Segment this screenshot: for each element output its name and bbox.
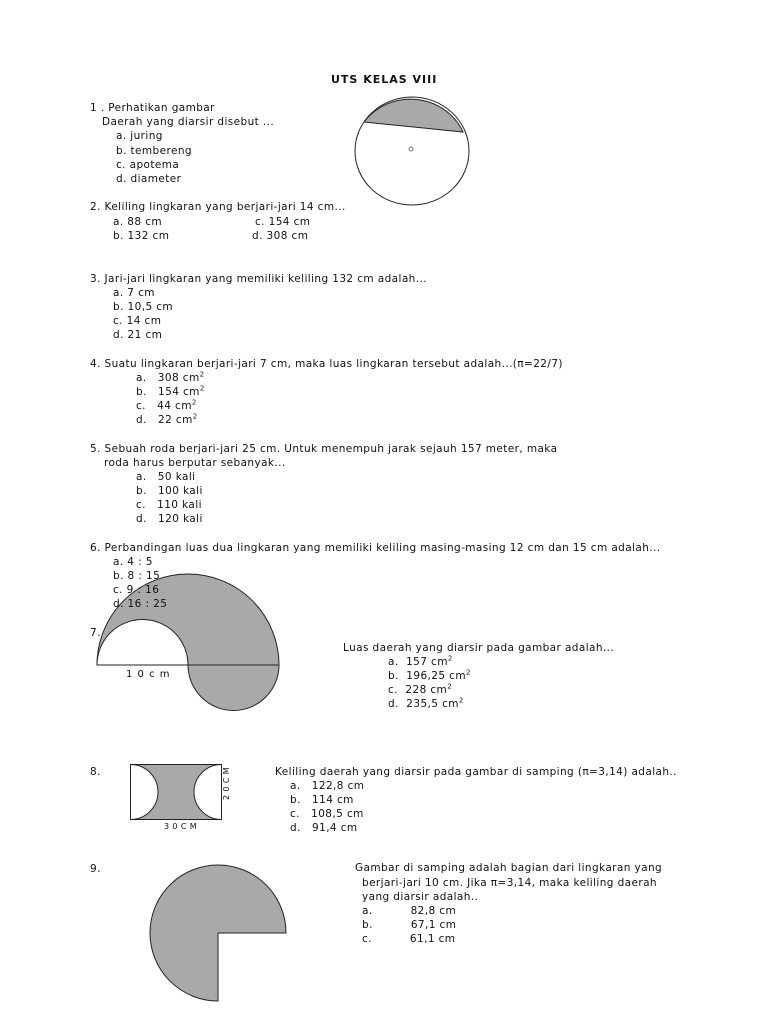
q7-option-d: d. 235,5 $cm^2$	[388, 696, 464, 710]
q9-number: 9.	[90, 863, 101, 875]
q9-option-c: c. 61,1 cm	[362, 933, 456, 945]
q1-stem-line2: Daerah yang diarsir disebut ...	[102, 116, 275, 128]
q6-option-c: c. 9 : 16	[113, 584, 160, 596]
q9-stem-line2: berjari-jari 10 cm. Jika π=3,14, maka keliling daerah	[362, 877, 657, 889]
q1-option-a: a. juring	[116, 130, 163, 142]
q9-option-a: a. 82,8 cm	[362, 905, 457, 917]
q4-option-d: d. 22 $cm^2$	[136, 412, 198, 426]
q9-figure	[148, 863, 288, 1003]
q5-option-a: a. 50 kali	[136, 471, 196, 483]
q8-option-b: b. 114 cm	[290, 794, 354, 806]
q8-option-d: d. 91,4 cm	[290, 822, 358, 834]
q4-stem: 4. Suatu lingkaran berjari-jari 7 cm, maka luas lingkaran tersebut adalah...(π=22/7)	[90, 358, 563, 370]
q7-option-c: c. 228 $cm^2$	[388, 682, 453, 696]
q2-option-d: d. 308 cm	[252, 230, 309, 242]
q3-option-b: b. 10,5 cm	[113, 301, 174, 313]
q3-stem: 3. Jari-jari lingkaran yang memiliki keliling 132 cm adalah...	[90, 273, 427, 285]
q8-option-a: a. 122,8 cm	[290, 780, 365, 792]
q7-option-b: b. 196,25 $cm^2$	[388, 668, 471, 682]
q5-stem-line1: 5. Sebuah roda berjari-jari 25 cm. Untuk menempuh jarak sejauh 157 meter, maka	[90, 443, 558, 455]
q1-option-d: d. diameter	[116, 173, 182, 185]
q5-option-c: c. 110 kali	[136, 499, 202, 511]
q9-stem-line3: yang diarsir adalah..	[362, 891, 479, 903]
q7-stem: Luas daerah yang diarsir pada gambar adalah...	[343, 642, 615, 654]
q9-stem-line1: Gambar di samping adalah bagian dari lingkaran yang	[355, 862, 663, 874]
q2-stem: 2. Keliling lingkaran yang berjari-jari 14 cm...	[90, 201, 346, 213]
q6-stem: 6. Perbandingan luas dua lingkaran yang memiliki keliling masing-masing 12 cm dan 15 cm adalah...	[90, 542, 661, 554]
q7-option-a: a. 157 $cm^2$	[388, 654, 453, 668]
q8-stem: Keliling daerah yang diarsir pada gambar di samping (π=3,14) adalah..	[275, 766, 677, 778]
q3-option-c: c. 14 cm	[113, 315, 162, 327]
q8-width-label: 3 0 C M	[164, 822, 198, 831]
q4-option-c: c. 44 $cm^2$	[136, 398, 197, 412]
q8-height-label: 2 0 C M	[222, 766, 231, 800]
q5-stem-line2: roda harus berputar sebanyak...	[104, 457, 286, 469]
q6-option-a: a. 4 : 5	[113, 556, 153, 568]
page-title: UTS KELAS VIII	[331, 73, 438, 86]
q3-option-d: d. 21 cm	[113, 329, 163, 341]
q2-option-c: c. 154 cm	[255, 216, 311, 228]
q1-option-c: c. apotema	[116, 159, 180, 171]
q6-option-b: b. 8 : 15	[113, 570, 161, 582]
q8-number: 8.	[90, 766, 101, 778]
q5-option-d: d. 120 kali	[136, 513, 203, 525]
q1-stem-line1: 1 . Perhatikan gambar	[90, 102, 215, 114]
q1-segment-figure	[352, 96, 472, 206]
q7-number: 7.	[90, 627, 101, 639]
q6-option-d: d. 16 : 25	[113, 598, 168, 610]
q8-option-c: c. 108,5 cm	[290, 808, 364, 820]
q1-option-b: b. tembereng	[116, 145, 192, 157]
q3-option-a: a. 7 cm	[113, 287, 155, 299]
q2-option-a: a. 88 cm	[113, 216, 163, 228]
q7-figure-label: 1 0 c m	[126, 669, 171, 680]
q5-option-b: b. 100 kali	[136, 485, 203, 497]
q4-option-b: b. 154 $cm^2$	[136, 384, 205, 398]
q9-option-b: b. 67,1 cm	[362, 919, 457, 931]
q8-figure	[130, 764, 222, 820]
q4-option-a: a. 308 $cm^2$	[136, 370, 205, 384]
q2-option-b: b. 132 cm	[113, 230, 170, 242]
